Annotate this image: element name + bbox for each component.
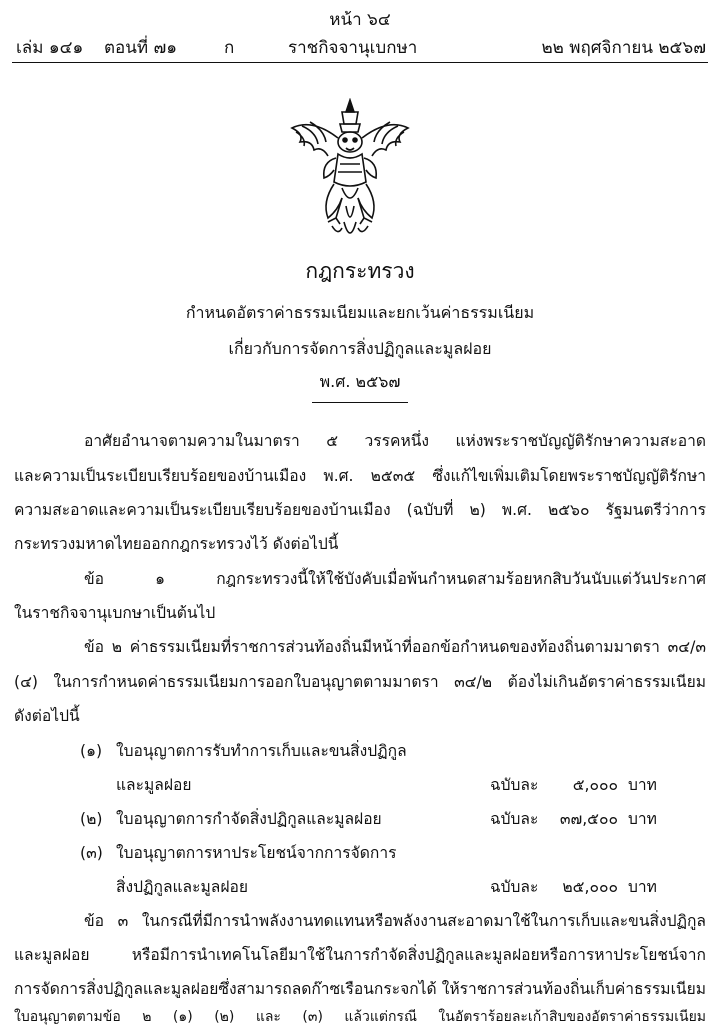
fee-item-number: (๓) [80, 844, 103, 862]
fee-item-name: และมูลฝอย [116, 776, 192, 794]
preamble-line: อาศัยอำนาจตามความในมาตรา ๕ วรรคหนึ่ง แห่งพระราชบัญญัติรักษาความสะอาด [84, 432, 706, 450]
gazette-name: ราชกิจจานุเบกษา [288, 38, 418, 58]
fee-item-number: (๒) [80, 810, 103, 828]
fee-currency: บาท [628, 878, 657, 896]
document-year: พ.ศ. ๒๕๖๗ [319, 372, 401, 391]
volume-label: เล่ม ๑๔๑ [16, 38, 84, 58]
gazette-header [16, 34, 706, 58]
fee-item-name: ใบอนุญาตการรับทำการเก็บและขนสิ่งปฏิกูล [116, 742, 407, 760]
document-subtitle-2: เกี่ยวกับการจัดการสิ่งปฏิกูลและมูลฝอย [228, 339, 492, 358]
clause-2-line: (๔) ในการกำหนดค่าธรรมเนียมการออกใบอนุญาตตามมาตรา ๓๔/๒ ต้องไม่เกินอัตราค่าธรรมเนียม [14, 673, 706, 691]
fee-unit: ฉบับละ [490, 810, 539, 828]
page-number: หน้า ๖๔ [329, 10, 391, 30]
fee-amount: ๒๕,๐๐๐ [562, 878, 618, 896]
section-label: ตอนที่ ๗๑ [104, 38, 178, 58]
clause-2-line: ดังต่อไปนี้ [14, 707, 80, 725]
document-title: กฎกระทรวง [305, 259, 415, 283]
fee-item-name: ใบอนุญาตการกำจัดสิ่งปฏิกูลและมูลฝอย [116, 810, 382, 828]
fee-unit: ฉบับละ [490, 878, 539, 896]
issue-date: ๒๒ พฤศจิกายน ๒๕๖๗ [541, 38, 706, 58]
clause-2-line: ข้อ ๒ ค่าธรรมเนียมที่ราชการส่วนท้องถิ่นมีหน้าที่ออกข้อกำหนดของท้องถิ่นตามมาตรา ๓๔/๓ [84, 638, 706, 656]
clause-3-line: และมูลฝอย หรือมีการนำเทคโนโลยีมาใช้ในการกำจัดสิ่งปฏิกูลและมูลฝอยหรือการหาประโยชน์จาก [14, 946, 706, 964]
fee-unit: ฉบับละ [490, 776, 539, 794]
fee-amount: ๕,๐๐๐ [572, 776, 618, 794]
clause-1-line: ข้อ ๑ กฎกระทรวงนี้ให้ใช้บังคับเมื่อพ้นกำหนดสามร้อยหกสิบวันนับแต่วันประกาศ [84, 570, 706, 588]
fee-item-name: ใบอนุญาตการหาประโยชน์จากการจัดการ [116, 844, 397, 862]
title-divider [312, 402, 408, 403]
garuda-emblem-icon [282, 98, 418, 246]
preamble-line: และความเป็นระเบียบเรียบร้อยของบ้านเมือง พ.ศ. ๒๕๓๕ ซึ่งแก้ไขเพิ่มเติมโดยพระราชบัญญัติรักษา [14, 467, 706, 485]
fee-currency: บาท [628, 810, 657, 828]
document-subtitle-1: กำหนดอัตราค่าธรรมเนียมและยกเว้นค่าธรรมเนียม [185, 303, 535, 322]
fee-currency: บาท [628, 776, 657, 794]
header-divider [12, 62, 708, 63]
part-label: ก [224, 38, 235, 58]
clause-3-line: ข้อ ๓ ในกรณีที่มีการนำพลังงานทดแทนหรือพลังงานสะอาดมาใช้ในการเก็บและขนสิ่งปฏิกูล [84, 912, 706, 930]
clause-1-line: ในราชกิจจานุเบกษาเป็นต้นไป [14, 604, 216, 622]
clause-3-line: การจัดการสิ่งปฏิกูลและมูลฝอยซึ่งสามารถลดก๊าซเรือนกระจกได้ ให้ราชการส่วนท้องถิ่นเก็บค่าธรรมเนียม [14, 980, 706, 998]
fee-item-number: (๑) [80, 742, 103, 760]
fee-amount: ๓๗,๕๐๐ [559, 810, 618, 828]
clause-3-line: ใบอนุญาตตามข้อ ๒ (๑) (๒) และ (๓) แล้วแต่กรณี ในอัตราร้อยละเก้าสิบของอัตราค่าธรรมเนียม [14, 1009, 706, 1025]
preamble-line: ความสะอาดและความเป็นระเบียบเรียบร้อยของบ้านเมือง (ฉบับที่ ๒) พ.ศ. ๒๕๖๐ รัฐมนตรีว่าการ [14, 501, 706, 519]
fee-item-name: สิ่งปฏิกูลและมูลฝอย [116, 878, 248, 896]
preamble-line: กระทรวงมหาดไทยออกกฎกระทรวงไว้ ดังต่อไปนี้ [14, 535, 339, 553]
